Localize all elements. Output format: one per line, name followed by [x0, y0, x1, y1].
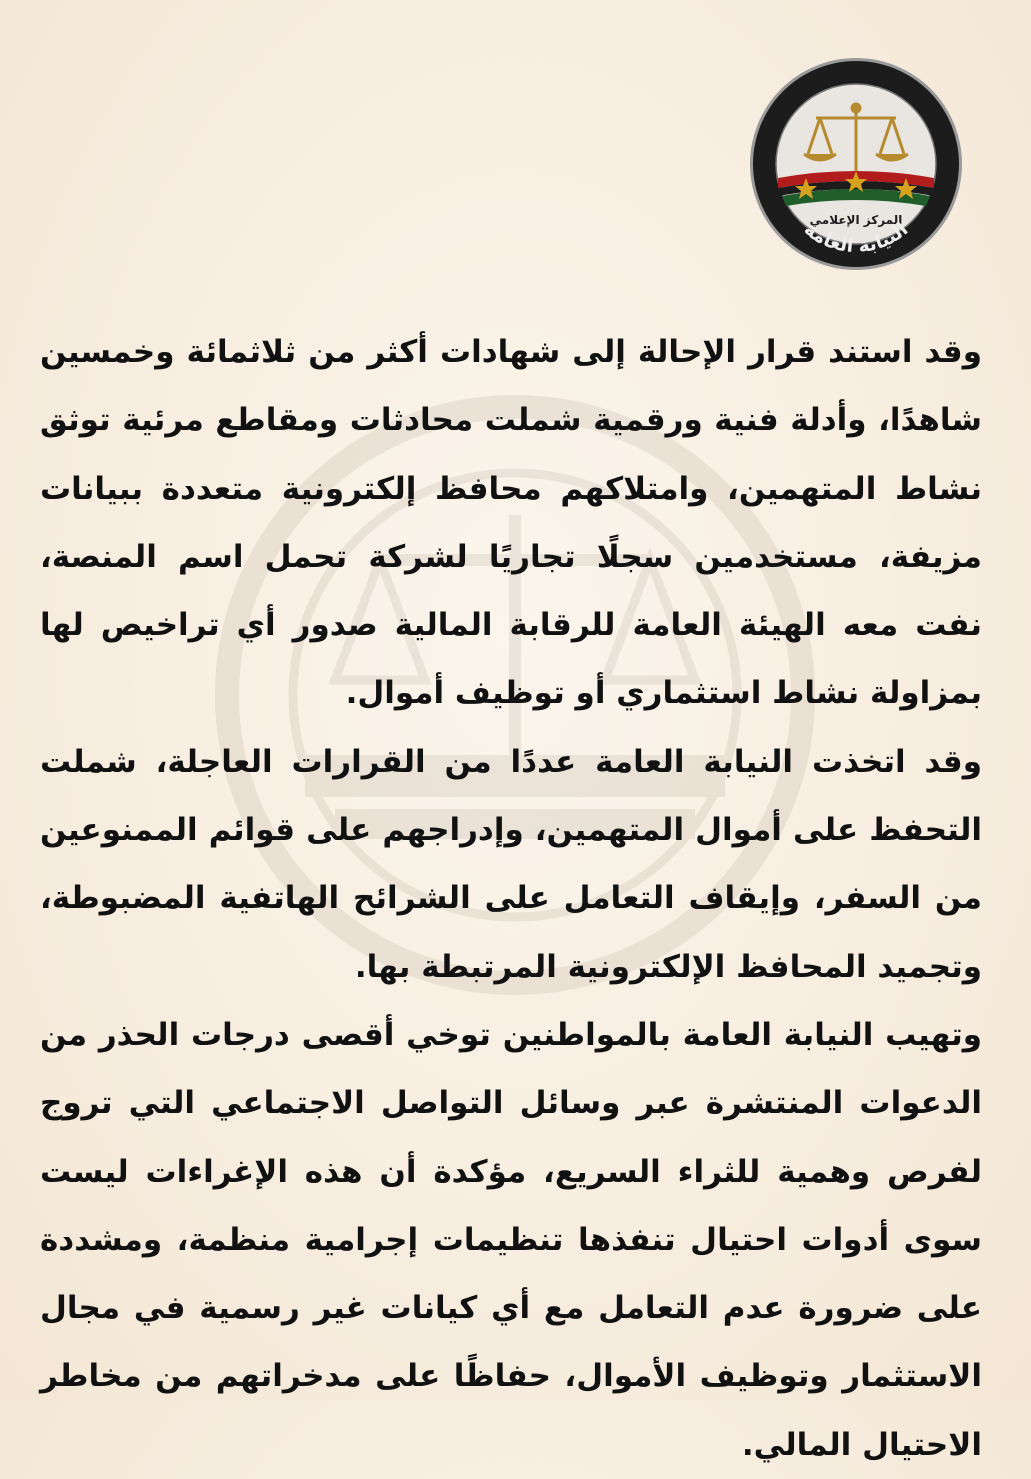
- paragraph-urgent-decisions: وقد اتخذت النيابة العامة عددًا من القرارات العاجلة، شملت التحفظ على أموال المتهمين، وإدراجهم على قوائم الممنوعين من السفر، وإيقاف التعامل على الشرائح الهاتفية المضبوطة، وتجميد المحافظ الإلكترونية المرتبطة بها.: [40, 743, 982, 985]
- paragraph-public-warning: وتهيب النيابة العامة بالمواطنين توخي أقصى درجات الحذر من الدعوات المنتشرة عبر وسائل التواصل الاجتماعي التي تروج لفرص وهمية للثراء السريع، مؤكدة أن هذه الإغراءات ليست سوى أدوات احتيال تنفذها تنظيمات إجرامية منظمة، ومشددة على ضرورة عدم التعامل مع أي كيانات غير رسمية في مجال الاستثمار وتوظيف الأموال، حفاظًا على مدخراتهم من مخاطر الاحتيال المالي.: [40, 1016, 982, 1463]
- paragraph-referral-evidence: وقد استند قرار الإحالة إلى شهادات أكثر من ثلاثمائة وخمسين شاهدًا، وأدلة فنية ورقمية شملت محادثات ومقاطع مرئية توثق نشاط المتهمين، وامتلاكهم محافظ إلكترونية متعددة ببيانات مزيفة، مستخدمين سجلًا تجاريًا لشركة تحمل اسم المنصة، نفت معه الهيئة العامة للرقابة المالية صدور أي تراخيص لها بمزاولة نشاط استثماري أو توظيف أموال.: [40, 334, 982, 712]
- seal-bottom-text: النيابة العامة: [799, 218, 913, 258]
- statement-body: [40, 318, 982, 1479]
- public-prosecution-seal: [748, 56, 964, 272]
- seal-sub-text: المركز الإعلامي: [809, 213, 903, 227]
